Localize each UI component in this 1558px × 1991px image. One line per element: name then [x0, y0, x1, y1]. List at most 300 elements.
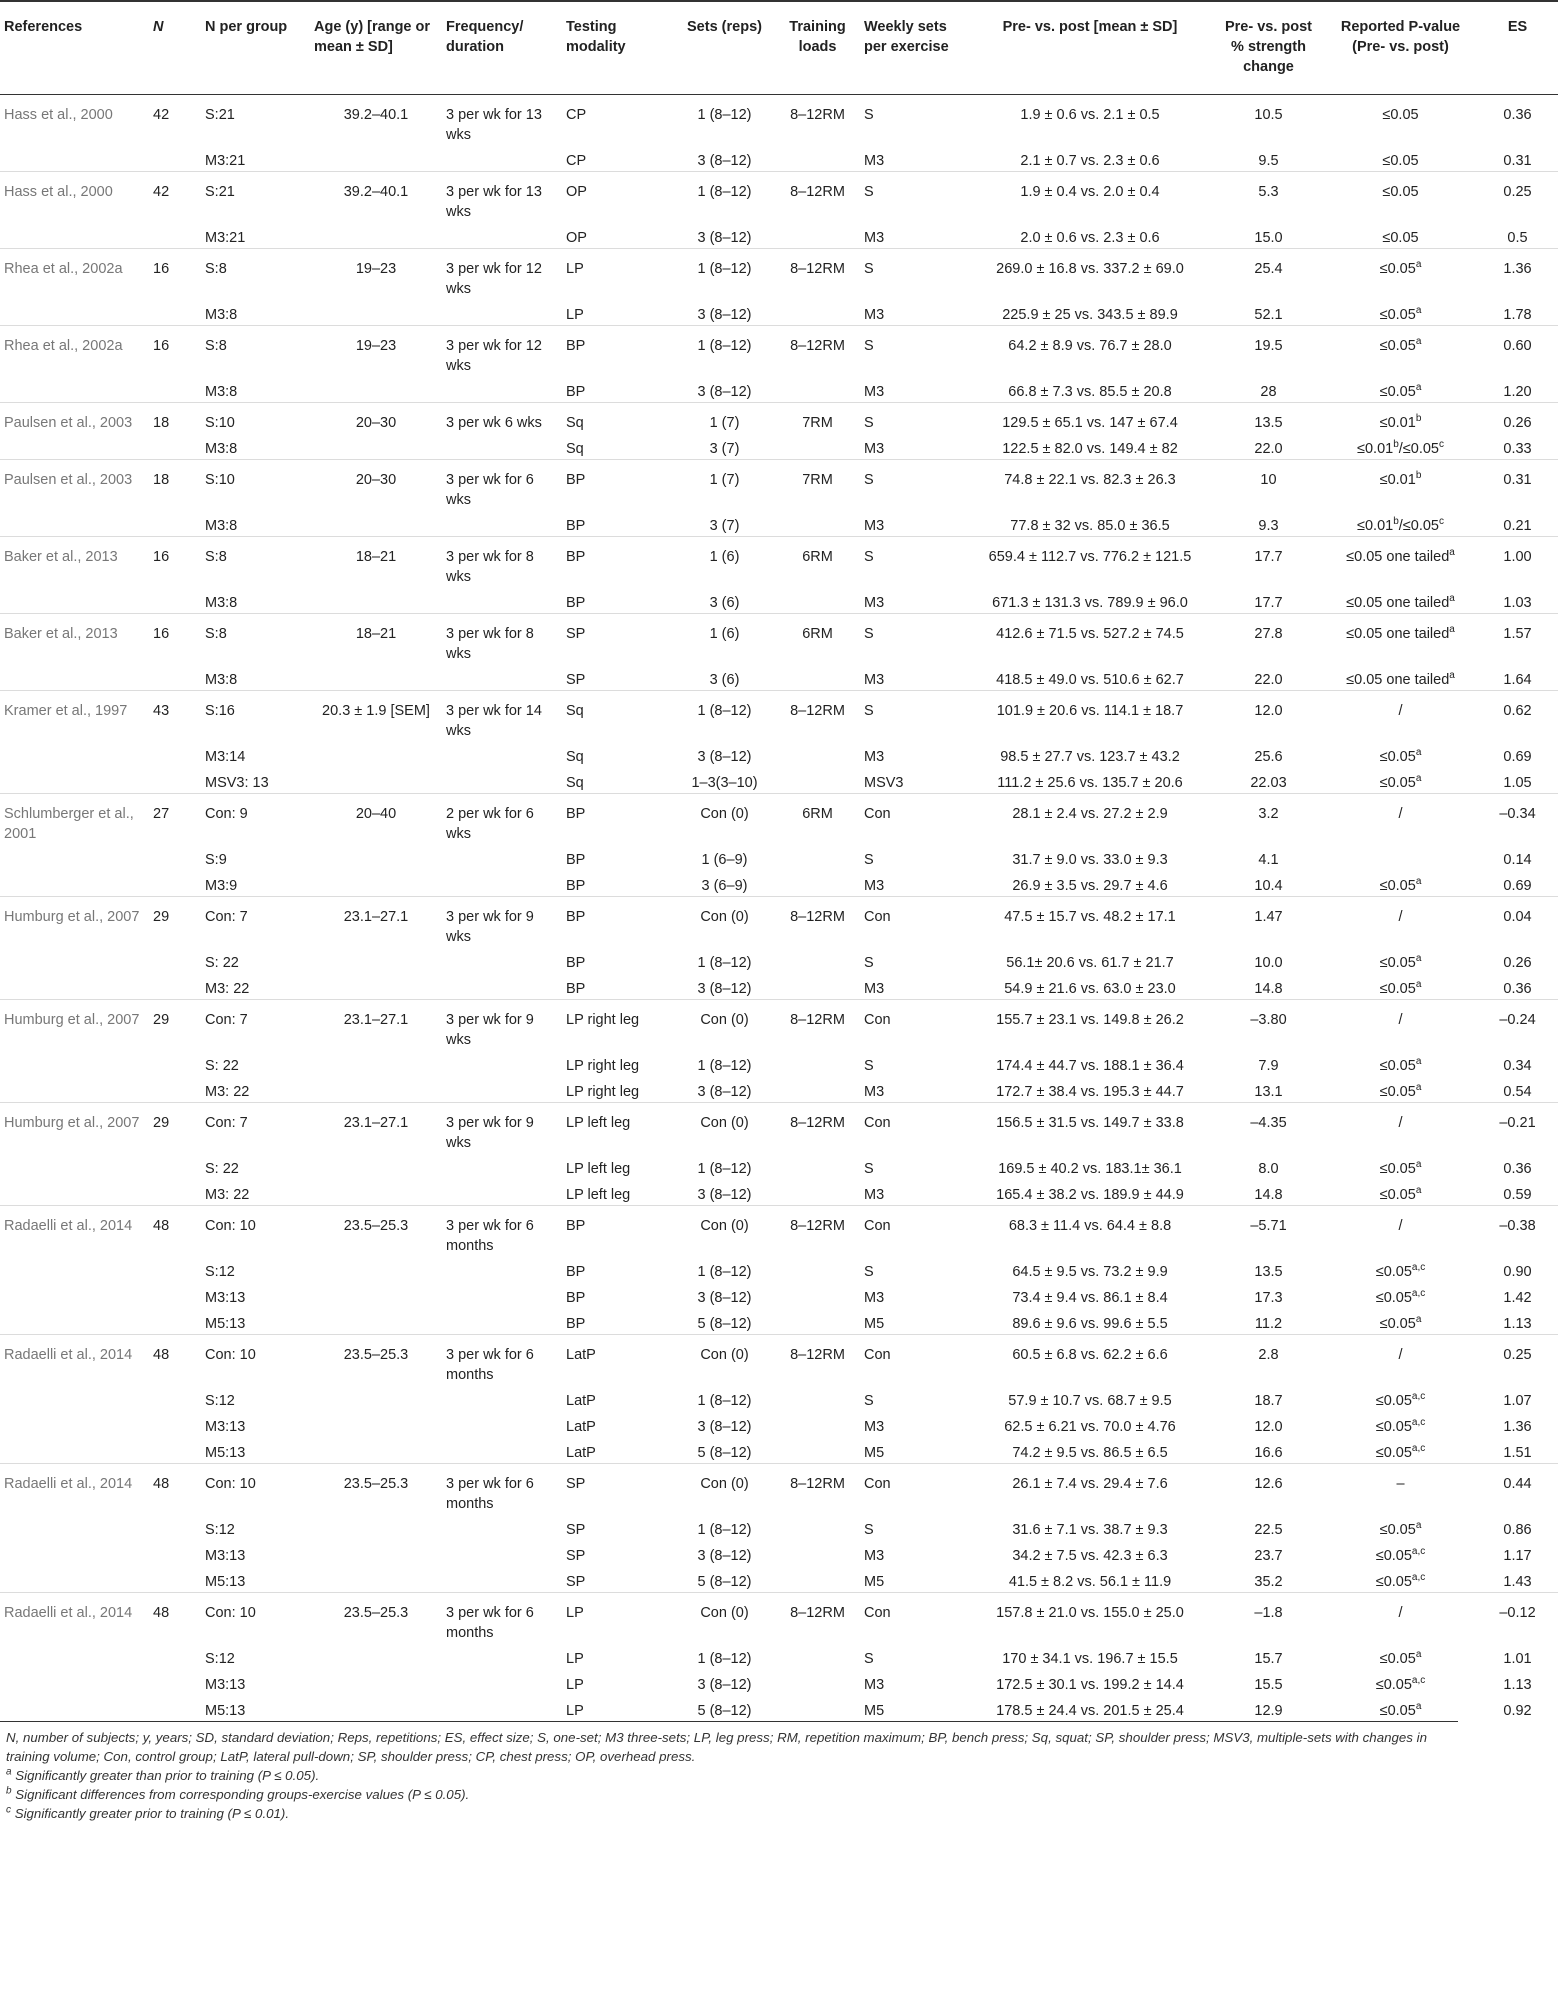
cell-n-per-group: M3:13: [205, 1548, 246, 1564]
cell-sets: 3 (6): [709, 595, 740, 611]
table-row: [0, 844, 1558, 870]
cell-reference: Rhea et al., 2002a: [4, 338, 123, 354]
cell-reference: Humburg et al., 2007: [4, 1115, 140, 1131]
cell-frequency: [442, 587, 562, 614]
cell-age: 20.3 ± 1.9 [SEM]: [322, 703, 430, 719]
cell-pre-post: 172.7 ± 38.4 vs. 195.3 ± 44.7: [996, 1084, 1184, 1100]
cell-n-per-group: M3:8: [205, 307, 238, 323]
cell-es: 1.03: [1503, 595, 1532, 611]
cell-sets: 1 (8–12): [697, 1264, 752, 1280]
cell-es: 1.36: [1503, 261, 1532, 277]
cell-es: 0.26: [1503, 955, 1532, 971]
cell-percent-change: 22.5: [1254, 1522, 1283, 1538]
cell-n-per-group: S:12: [205, 1264, 235, 1280]
cell-n-per-group: M3: 22: [205, 1187, 250, 1203]
cell-reference: [0, 1076, 149, 1103]
cell-training-load: [775, 1153, 860, 1179]
cell-n: [149, 1669, 201, 1695]
table-row: [0, 172, 1558, 223]
cell-n: [149, 664, 201, 691]
cell-es: 0.5: [1507, 230, 1528, 246]
cell-n-per-group: M3: 22: [205, 981, 250, 997]
cell-weekly-sets: Con: [864, 1012, 891, 1028]
cell-sets: 3 (8–12): [697, 1419, 752, 1435]
cell-n-per-group: S:12: [205, 1651, 235, 1667]
cell-age: [310, 1282, 442, 1308]
cell-frequency: [442, 222, 562, 249]
cell-sets: 5 (8–12): [697, 1316, 752, 1332]
table-row: [0, 741, 1558, 767]
cell-sets: 5 (8–12): [697, 1574, 752, 1590]
cell-training-load: [775, 1282, 860, 1308]
cell-pre-post: 26.1 ± 7.4 vs. 29.4 ± 7.6: [1012, 1476, 1168, 1492]
cell-sets: 1 (8–12): [697, 184, 752, 200]
cell-n: [149, 973, 201, 1000]
cell-es: 1.05: [1503, 775, 1532, 791]
cell-pre-post: 174.4 ± 44.7 vs. 188.1 ± 36.4: [996, 1058, 1184, 1074]
cell-sets: 1 (8–12): [697, 261, 752, 277]
cell-age: [310, 510, 442, 537]
cell-pre-post: 2.0 ± 0.6 vs. 2.3 ± 0.6: [1020, 230, 1160, 246]
cell-age: 23.5–25.3: [343, 1476, 409, 1492]
cell-n-per-group: MSV3: 13: [205, 775, 269, 791]
cell-frequency: [442, 1540, 562, 1566]
cell-p-value: ≤0.05$^a$: [1379, 1056, 1422, 1074]
cell-reference: Baker et al., 2013: [4, 626, 118, 642]
cell-frequency: [442, 1256, 562, 1282]
cell-n-per-group: S:8: [205, 338, 227, 354]
cell-n-per-group: Con: 7: [205, 909, 248, 925]
cell-weekly-sets: Con: [864, 1605, 891, 1621]
cell-weekly-sets: S: [864, 1058, 874, 1074]
cell-p-value: /: [1398, 1347, 1403, 1363]
cell-sets: Con (0): [700, 1347, 749, 1363]
cell-n: [149, 1643, 201, 1669]
cell-reference: [0, 664, 149, 691]
cell-training-load: [775, 1050, 860, 1076]
table-row: [0, 145, 1558, 172]
cell-percent-change: 22.0: [1254, 441, 1283, 457]
cell-weekly-sets: S: [864, 472, 874, 488]
cell-n: [149, 870, 201, 897]
cell-percent-change: 15.5: [1254, 1677, 1283, 1693]
cell-n: [149, 1308, 201, 1335]
cell-reference: [0, 1514, 149, 1540]
cell-percent-change: 17.7: [1254, 549, 1283, 565]
cell-es: 1.43: [1503, 1574, 1532, 1590]
cell-n-per-group: Con: 7: [205, 1115, 248, 1131]
cell-age: [310, 1256, 442, 1282]
cell-n: [149, 222, 201, 249]
cell-age: [310, 376, 442, 403]
cell-frequency: [442, 510, 562, 537]
cell-p-value: ≤0.05 one tailed$^a$: [1346, 547, 1455, 565]
cell-sets: 3 (8–12): [697, 153, 752, 169]
cell-n-per-group: Con: 10: [205, 1476, 256, 1492]
cell-percent-change: 7.9: [1258, 1058, 1279, 1074]
cell-reference: [0, 1695, 149, 1721]
cell-p-value: ≤0.01$^b$/≤0.05$^c$: [1357, 516, 1444, 534]
cell-p-value: ≤0.05: [1382, 184, 1419, 200]
cell-testing-modality: LP left leg: [566, 1115, 631, 1131]
cell-p-value: ≤0.05$^a$: [1379, 953, 1422, 971]
table-row: [0, 1179, 1558, 1206]
cell-weekly-sets: M3: [864, 595, 885, 611]
cell-pre-post: 111.2 ± 25.6 vs. 135.7 ± 20.6: [997, 775, 1183, 791]
cell-weekly-sets: M3: [864, 878, 885, 894]
cell-reference: [0, 376, 149, 403]
cell-p-value: $\le 0.05^{a,c}$: [1375, 1572, 1426, 1590]
cell-weekly-sets: M3: [864, 672, 885, 688]
cell-reference: [0, 844, 149, 870]
cell-frequency: [442, 664, 562, 691]
cell-age: [310, 587, 442, 614]
cell-frequency: 3 per wk for 12 wks: [446, 261, 542, 297]
cell-p-value: ≤0.05 one tailed$^a$: [1346, 624, 1455, 642]
cell-age: [310, 1540, 442, 1566]
cell-testing-modality: OP: [566, 230, 587, 246]
table-row: [0, 1669, 1558, 1695]
cell-frequency: [442, 1282, 562, 1308]
table-row: [0, 1206, 1558, 1257]
cell-weekly-sets: S: [864, 261, 874, 277]
cell-sets: 3 (8–12): [697, 1290, 752, 1306]
header-p-value: Reported P-value (Pre- vs. post): [1324, 1, 1477, 95]
cell-training-load: 8–12RM: [790, 261, 845, 277]
cell-n-per-group: Con: 7: [205, 1012, 248, 1028]
header-sets: Sets (reps): [674, 1, 775, 95]
cell-pre-post: 129.5 ± 65.1 vs. 147 ± 67.4: [1002, 415, 1178, 431]
cell-n: 29: [153, 1115, 170, 1131]
cell-age: [310, 1050, 442, 1076]
cell-sets: 3 (7): [709, 518, 740, 534]
cell-n: [149, 145, 201, 172]
cell-training-load: 8–12RM: [790, 1012, 845, 1028]
header-n: N: [149, 1, 201, 95]
table-row: [0, 1335, 1558, 1386]
cell-weekly-sets: M5: [864, 1703, 885, 1719]
cell-reference: Radaelli et al., 2014: [4, 1347, 133, 1363]
cell-n: 18: [153, 415, 170, 431]
header-pre-post: Pre- vs. post [mean ± SD]: [967, 1, 1213, 95]
cell-testing-modality: LatP: [566, 1445, 596, 1461]
cell-frequency: 3 per wk for 6 wks: [446, 472, 534, 508]
cell-es: 0.90: [1503, 1264, 1532, 1280]
table-row: [0, 1256, 1558, 1282]
cell-frequency: [442, 1437, 562, 1464]
cell-n: 42: [153, 184, 170, 200]
cell-percent-change: –3.80: [1250, 1012, 1287, 1028]
cell-training-load: [775, 222, 860, 249]
cell-n-per-group: M5:13: [205, 1703, 246, 1719]
cell-testing-modality: BP: [566, 878, 586, 894]
cell-reference: [0, 1437, 149, 1464]
cell-frequency: [442, 741, 562, 767]
cell-es: 0.31: [1503, 472, 1532, 488]
cell-sets: 3 (6): [709, 672, 740, 688]
cell-reference: [0, 1411, 149, 1437]
cell-p-value: –: [1396, 1476, 1405, 1492]
cell-n-per-group: M3:8: [205, 595, 238, 611]
header-frequency: Frequency/ duration: [442, 1, 562, 95]
cell-pre-post: 89.6 ± 9.6 vs. 99.6 ± 5.5: [1012, 1316, 1168, 1332]
cell-n-per-group: S:12: [205, 1393, 235, 1409]
cell-sets: Con (0): [700, 1218, 749, 1234]
cell-n-per-group: M3:8: [205, 384, 238, 400]
cell-p-value: $\le 0.05^{a,c}$: [1375, 1288, 1426, 1306]
cell-percent-change: 3.2: [1258, 806, 1279, 822]
cell-training-load: 8–12RM: [790, 338, 845, 354]
cell-training-load: 8–12RM: [790, 1605, 845, 1621]
cell-percent-change: 12.0: [1254, 1419, 1283, 1435]
cell-n-per-group: S: 22: [205, 1058, 239, 1074]
cell-testing-modality: BP: [566, 549, 586, 565]
cell-testing-modality: SP: [566, 1522, 586, 1538]
cell-testing-modality: LP: [566, 1703, 584, 1719]
cell-es: 0.31: [1503, 153, 1532, 169]
cell-testing-modality: LP left leg: [566, 1161, 631, 1177]
cell-age: [310, 870, 442, 897]
table-row: [0, 1437, 1558, 1464]
cell-es: 1.01: [1503, 1651, 1532, 1667]
cell-n-per-group: Con: 9: [205, 806, 248, 822]
cell-percent-change: 15.7: [1254, 1651, 1283, 1667]
cell-p-value: ≤0.05$^a$: [1379, 1314, 1422, 1332]
cell-percent-change: 23.7: [1254, 1548, 1283, 1564]
cell-n-per-group: M3:14: [205, 749, 246, 765]
cell-age: 23.1–27.1: [343, 1115, 409, 1131]
cell-frequency: [442, 1179, 562, 1206]
cell-es: 1.00: [1503, 549, 1532, 565]
cell-percent-change: 11.2: [1254, 1316, 1283, 1332]
cell-age: 20–30: [355, 415, 397, 431]
cell-weekly-sets: Con: [864, 1347, 891, 1363]
cell-p-value: ≤0.05 one tailed$^a$: [1346, 593, 1455, 611]
cell-age: 18–21: [355, 549, 397, 565]
cell-training-load: [775, 1695, 860, 1721]
cell-p-value: ≤0.05$^a$: [1379, 305, 1422, 323]
cell-percent-change: 18.7: [1254, 1393, 1283, 1409]
cell-percent-change: 9.5: [1258, 153, 1279, 169]
cell-p-value: $\le 0.05^{a,c}$: [1375, 1391, 1426, 1409]
cell-age: 23.1–27.1: [343, 1012, 409, 1028]
cell-age: [310, 433, 442, 460]
cell-n-per-group: M3:21: [205, 153, 246, 169]
cell-percent-change: 28: [1260, 384, 1277, 400]
cell-weekly-sets: S: [864, 955, 874, 971]
cell-pre-post: 47.5 ± 15.7 vs. 48.2 ± 17.1: [1004, 909, 1176, 925]
cell-age: [310, 145, 442, 172]
cell-pre-post: 169.5 ± 40.2 vs. 183.1± 36.1: [998, 1161, 1182, 1177]
cell-age: 23.5–25.3: [343, 1347, 409, 1363]
cell-weekly-sets: S: [864, 703, 874, 719]
table-row: [0, 1593, 1558, 1644]
cell-n-per-group: M3:13: [205, 1290, 246, 1306]
cell-pre-post: 178.5 ± 24.4 vs. 201.5 ± 25.4: [996, 1703, 1184, 1719]
cell-n-per-group: S: 22: [205, 1161, 239, 1177]
cell-weekly-sets: Con: [864, 1115, 891, 1131]
cell-n-per-group: M5:13: [205, 1316, 246, 1332]
cell-reference: [0, 1050, 149, 1076]
cell-sets: 3 (8–12): [697, 384, 752, 400]
cell-training-load: [775, 1669, 860, 1695]
cell-p-value: $\le 0.05^{a,c}$: [1375, 1675, 1426, 1693]
cell-age: [310, 1411, 442, 1437]
cell-percent-change: 22.03: [1250, 775, 1287, 791]
cell-age: 19–23: [355, 338, 397, 354]
cell-sets: 3 (8–12): [697, 1187, 752, 1203]
cell-testing-modality: BP: [566, 981, 586, 997]
cell-age: [310, 947, 442, 973]
cell-reference: [0, 222, 149, 249]
cell-percent-change: 15.0: [1254, 230, 1283, 246]
table-row: [0, 326, 1558, 377]
cell-sets: Con (0): [700, 1115, 749, 1131]
cell-n: [149, 1540, 201, 1566]
cell-weekly-sets: S: [864, 338, 874, 354]
cell-reference: Radaelli et al., 2014: [4, 1218, 133, 1234]
table-footnotes: [0, 1722, 1458, 1823]
cell-training-load: [775, 510, 860, 537]
cell-p-value: $\le 0.05^{a,c}$: [1375, 1443, 1426, 1461]
cell-training-load: [775, 1256, 860, 1282]
table-row: [0, 1050, 1558, 1076]
cell-sets: 3 (8–12): [697, 230, 752, 246]
cell-pre-post: 671.3 ± 131.3 vs. 789.9 ± 96.0: [992, 595, 1188, 611]
cell-testing-modality: LP right leg: [566, 1058, 640, 1074]
cell-es: 1.42: [1503, 1290, 1532, 1306]
cell-frequency: [442, 433, 562, 460]
cell-frequency: [442, 844, 562, 870]
cell-sets: Con (0): [700, 1605, 749, 1621]
cell-es: 0.34: [1503, 1058, 1532, 1074]
cell-pre-post: 73.4 ± 9.4 vs. 86.1 ± 8.4: [1012, 1290, 1168, 1306]
cell-training-load: [775, 767, 860, 794]
cell-reference: [0, 870, 149, 897]
cell-testing-modality: BP: [566, 955, 586, 971]
cell-reference: Kramer et al., 1997: [4, 703, 128, 719]
footnote-abbreviations: N, number of subjects; y, years; SD, standard deviation; Reps, repetitions; ES, effect size; S, one-set; M3 three-sets; LP, leg press; RM, repetition maximum; BP, bench press; Sq, squat; SP, shoulder press; MSV3, multiple-sets with changes in training volume; Con, control group; LatP, lateral pull-down; SP, shoulder press; CP, chest press; OP, overhead press.: [6, 1730, 1427, 1764]
cell-p-value: $\le 0.05^{a,c}$: [1375, 1417, 1426, 1435]
cell-n-per-group: Con: 10: [205, 1218, 256, 1234]
cell-n-per-group: S:8: [205, 626, 227, 642]
cell-pre-post: 64.5 ± 9.5 vs. 73.2 ± 9.9: [1012, 1264, 1168, 1280]
cell-p-value: ≤0.05$^a$: [1379, 1701, 1422, 1719]
cell-n-per-group: M3:13: [205, 1677, 246, 1693]
cell-pre-post: 165.4 ± 38.2 vs. 189.9 ± 44.9: [996, 1187, 1184, 1203]
cell-percent-change: 14.8: [1254, 1187, 1283, 1203]
cell-p-value: $\le 0.05^{a,c}$: [1375, 1546, 1426, 1564]
cell-testing-modality: SP: [566, 1574, 586, 1590]
cell-p-value: ≤0.05: [1382, 107, 1419, 123]
cell-sets: 3 (6–9): [701, 878, 748, 894]
cell-testing-modality: SP: [566, 672, 586, 688]
cell-n-per-group: S:8: [205, 261, 227, 277]
cell-percent-change: 16.6: [1254, 1445, 1283, 1461]
cell-es: 0.26: [1503, 415, 1532, 431]
cell-n-per-group: Con: 10: [205, 1347, 256, 1363]
cell-n: [149, 376, 201, 403]
cell-n: [149, 1385, 201, 1411]
cell-n: [149, 1514, 201, 1540]
cell-pre-post: 66.8 ± 7.3 vs. 85.5 ± 20.8: [1008, 384, 1172, 400]
cell-es: 0.59: [1503, 1187, 1532, 1203]
cell-es: 1.13: [1503, 1316, 1532, 1332]
cell-percent-change: 12.6: [1254, 1476, 1283, 1492]
table-row: [0, 767, 1558, 794]
cell-percent-change: 10.4: [1254, 878, 1283, 894]
cell-n: [149, 1076, 201, 1103]
cell-p-value: ≤0.05$^a$: [1379, 259, 1422, 277]
header-training-loads: Training loads: [775, 1, 860, 95]
cell-p-value: ≤0.05$^a$: [1379, 1185, 1422, 1203]
cell-sets: 1 (8–12): [697, 1522, 752, 1538]
cell-frequency: [442, 1566, 562, 1593]
cell-weekly-sets: S: [864, 1393, 874, 1409]
cell-sets: 1 (8–12): [697, 107, 752, 123]
cell-es: –0.34: [1499, 806, 1536, 822]
cell-n: [149, 510, 201, 537]
cell-testing-modality: LP: [566, 1677, 584, 1693]
cell-testing-modality: Sq: [566, 441, 584, 457]
cell-es: –0.21: [1499, 1115, 1536, 1131]
cell-reference: Paulsen et al., 2003: [4, 472, 133, 488]
cell-es: 0.25: [1503, 1347, 1532, 1363]
cell-weekly-sets: M3: [864, 1084, 885, 1100]
cell-sets: 1 (7): [709, 415, 740, 431]
cell-reference: Humburg et al., 2007: [4, 1012, 140, 1028]
cell-es: –0.38: [1499, 1218, 1536, 1234]
cell-pre-post: 77.8 ± 32 vs. 85.0 ± 36.5: [1010, 518, 1170, 534]
cell-testing-modality: CP: [566, 153, 587, 169]
cell-percent-change: 17.3: [1254, 1290, 1283, 1306]
cell-testing-modality: BP: [566, 595, 586, 611]
cell-training-load: 8–12RM: [790, 1476, 845, 1492]
table-row: [0, 510, 1558, 537]
cell-testing-modality: SP: [566, 1548, 586, 1564]
cell-n: [149, 1282, 201, 1308]
cell-frequency: [442, 1076, 562, 1103]
cell-training-load: 8–12RM: [790, 107, 845, 123]
cell-training-load: 8–12RM: [790, 703, 845, 719]
cell-pre-post: 412.6 ± 71.5 vs. 527.2 ± 74.5: [996, 626, 1184, 642]
cell-n: 48: [153, 1218, 170, 1234]
cell-n-per-group: Con: 10: [205, 1605, 256, 1621]
cell-reference: [0, 1282, 149, 1308]
cell-frequency: 3 per wk for 13 wks: [446, 184, 542, 220]
cell-sets: Con (0): [700, 1012, 749, 1028]
cell-n: [149, 1695, 201, 1721]
cell-n: [149, 741, 201, 767]
cell-p-value: [1324, 844, 1477, 870]
cell-n: 48: [153, 1605, 170, 1621]
cell-n: 48: [153, 1347, 170, 1363]
cell-testing-modality: LP: [566, 307, 584, 323]
cell-sets: 3 (8–12): [697, 749, 752, 765]
cell-es: –0.12: [1499, 1605, 1536, 1621]
cell-age: 23.1–27.1: [343, 909, 409, 925]
cell-pre-post: 56.1± 20.6 vs. 61.7 ± 21.7: [1006, 955, 1174, 971]
cell-p-value: ≤0.05 one tailed$^a$: [1346, 670, 1455, 688]
cell-es: 0.54: [1503, 1084, 1532, 1100]
cell-training-load: 8–12RM: [790, 184, 845, 200]
cell-reference: Paulsen et al., 2003: [4, 415, 133, 431]
cell-reference: Radaelli et al., 2014: [4, 1476, 133, 1492]
cell-frequency: [442, 1669, 562, 1695]
cell-p-value: ≤0.05$^a$: [1379, 382, 1422, 400]
cell-training-load: [775, 1540, 860, 1566]
cell-pre-post: 41.5 ± 8.2 vs. 56.1 ± 11.9: [1008, 1574, 1172, 1590]
